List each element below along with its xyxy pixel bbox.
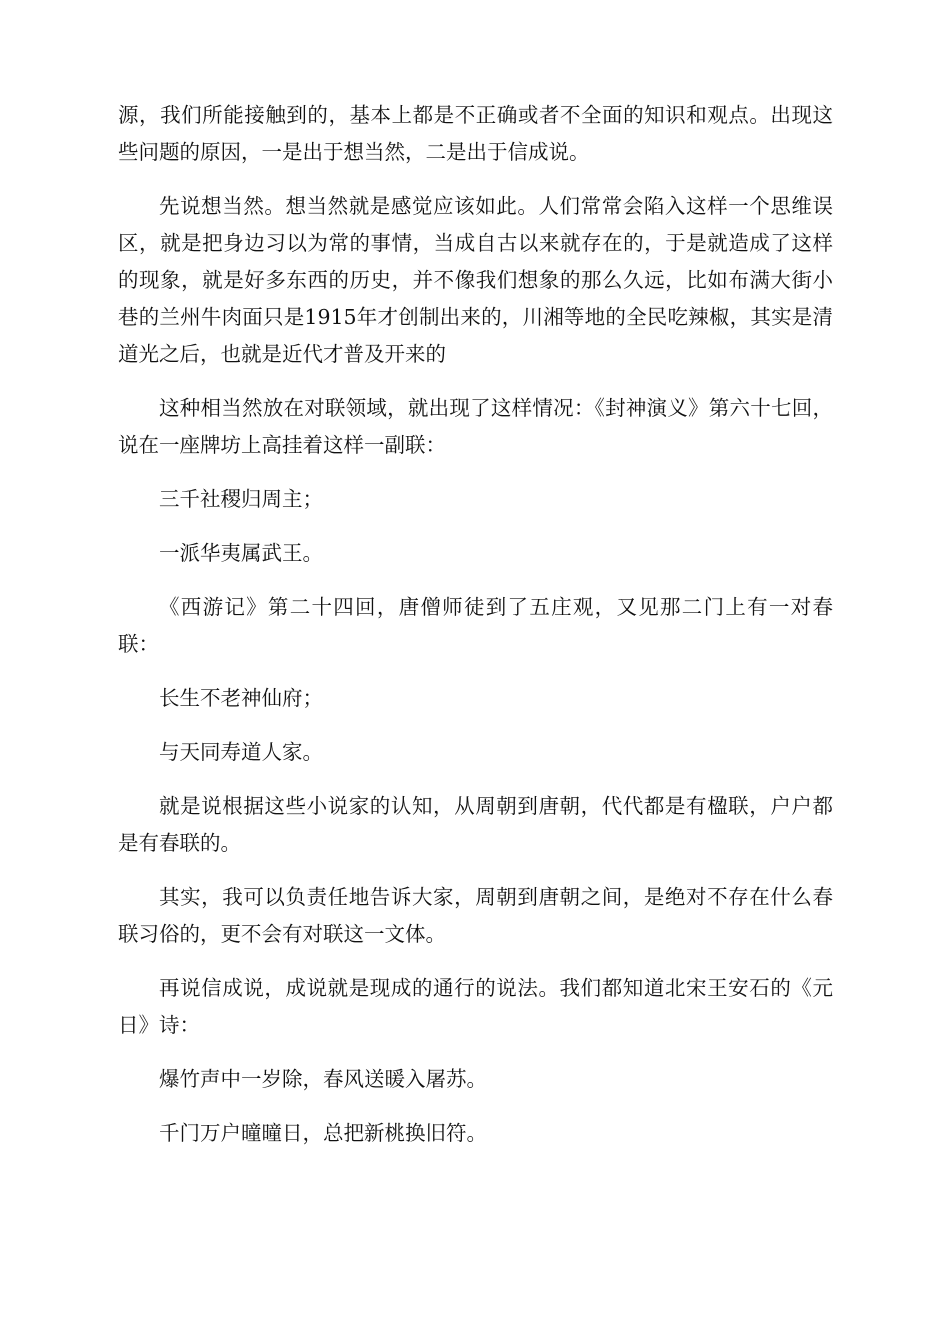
paragraph-fengshen: 这种相当然放在对联领域，就出现了这样情况：《封神演义》第六十七回，说在一座牌坊上高挂着这样一副联： xyxy=(118,396,833,457)
paragraph-novelists: 就是说根据这些小说家的认知，从周朝到唐朝，代代都是有楹联，户户都是有春联的。 xyxy=(118,794,833,855)
couplet-line-3: 长生不老神仙府； xyxy=(159,686,323,710)
document-body xyxy=(118,97,833,1169)
paragraph-assumption: 先说想当然。想当然就是感觉应该如此。人们常常会陷入这样一个思维误区，就是把身边习以为常的事情，当成自古以来就存在的，于是就造成了这样的现象，就是好多东西的历史，并不像我们想象的那么久远，比如布满大街小巷的兰州牛肉面只是1915年才创制出来的，川湘等地的全民吃辣椒，其实是清道光之后，也就是近代才普及开来的 xyxy=(118,194,833,366)
poem-line-1: 爆竹声中一岁除，春风送暖入屠苏。 xyxy=(159,1067,487,1091)
couplet-line-4: 与天同寿道人家。 xyxy=(159,740,323,764)
paragraph-xiyouji: 《西游记》第二十四回，唐僧师徒到了五庄观，又见那二门上有一对春联： xyxy=(118,595,833,656)
paragraph-continuation: 源，我们所能接触到的，基本上都是不正确或者不全面的知识和观点。出现这些问题的原因，一是出于想当然，二是出于信成说。 xyxy=(118,103,833,164)
poem-line-2: 千门万户曈曈日，总把新桃换旧符。 xyxy=(159,1121,487,1145)
paragraph-in-fact: 其实，我可以负责任地告诉大家，周朝到唐朝之间，是绝对不存在什么春联习俗的，更不会有对联这一文体。 xyxy=(118,885,833,946)
couplet-line-2: 一派华夷属武王。 xyxy=(159,541,323,565)
paragraph-established-view: 再说信成说，成说就是现成的通行的说法。我们都知道北宋王安石的《元日》诗： xyxy=(118,976,833,1037)
couplet-line-1: 三千社稷归周主； xyxy=(159,487,323,511)
